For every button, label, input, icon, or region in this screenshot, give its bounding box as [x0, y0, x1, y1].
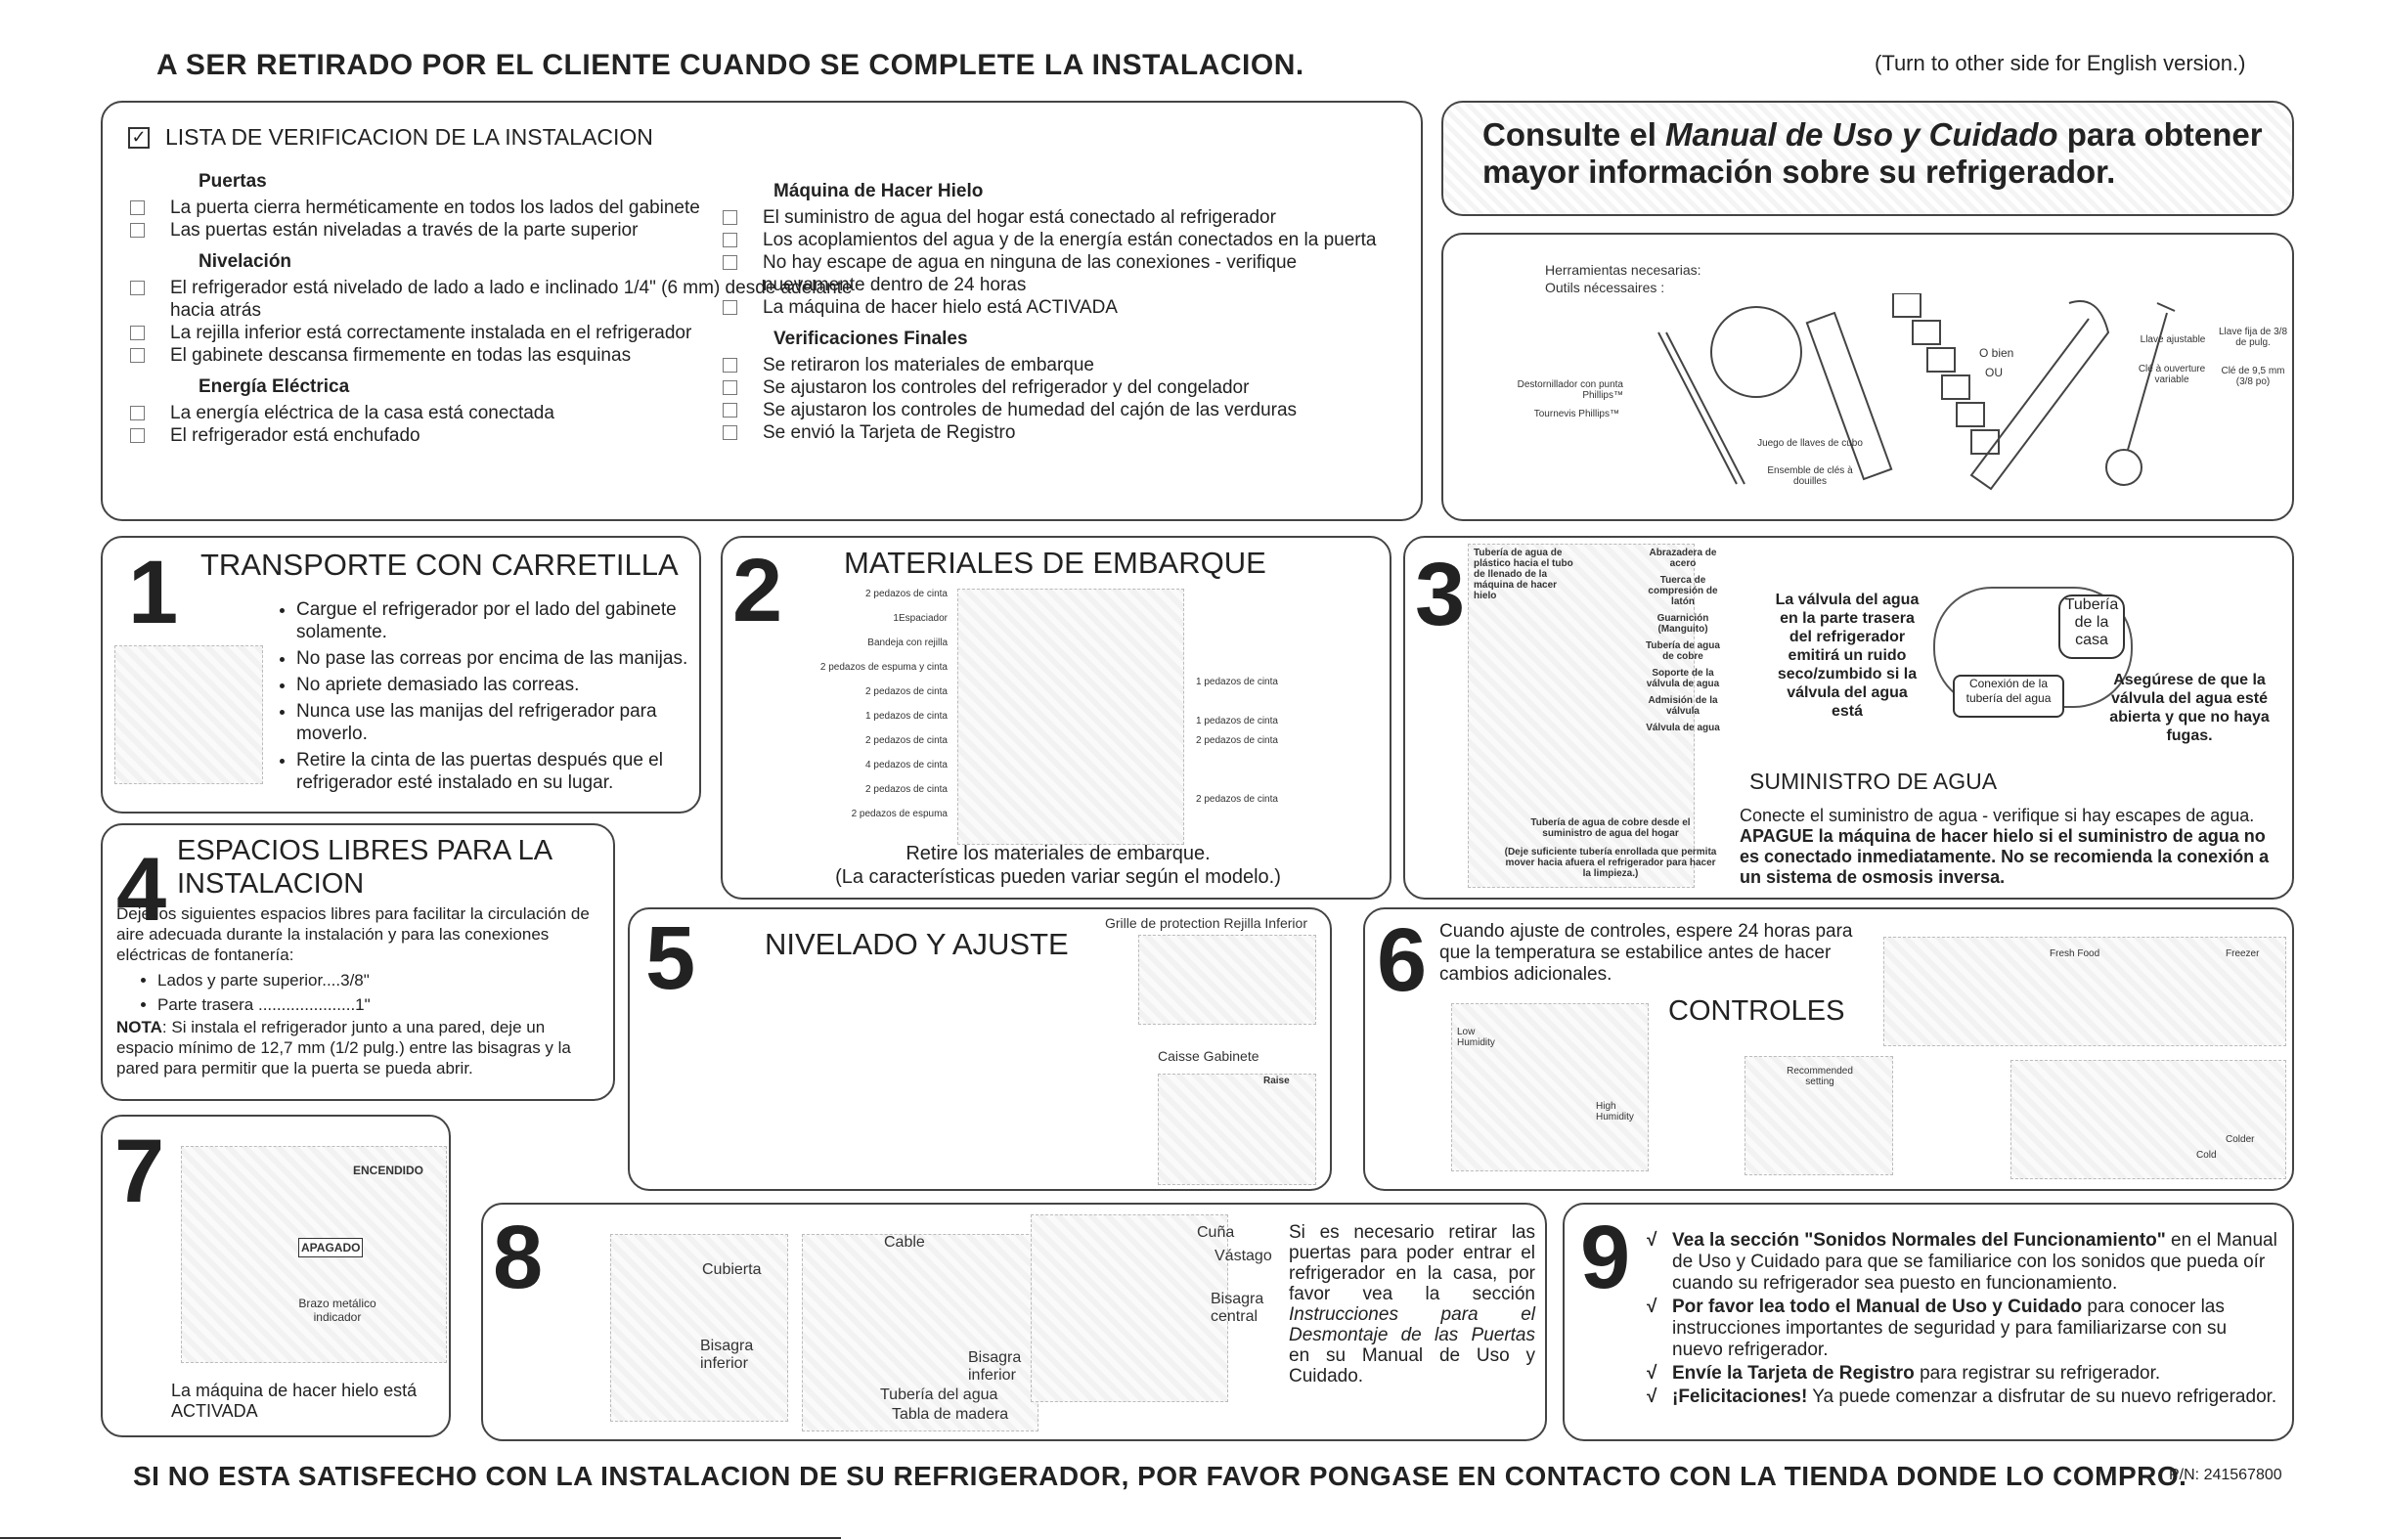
screwdriver-icon [1658, 307, 1801, 484]
checklist-item-text: La energía eléctrica de la casa está conectada [170, 403, 554, 423]
or-label: O bien [1979, 346, 2014, 360]
step2-caption-1: Retire los materiales de embarque. [905, 843, 1211, 864]
step4-title-line1: ESPACIOS LIBRES PARA LA [177, 835, 553, 866]
step1-bullet: • Retire la cinta de las puertas después que el refrigerador esté instalado en su lugar. [296, 749, 707, 794]
valve-callout: Admisión de la válvula [1648, 695, 1718, 717]
checklist-item-text: Se ajustaron los controles del refrigerador y del congelador [763, 377, 1250, 398]
bottom-rule [0, 1537, 841, 1539]
check-mark-icon: √ [1647, 1386, 1657, 1407]
checklist-item [723, 376, 1390, 399]
final-check-text: Envíe la Tarjeta de Registro para registrar su refrigerador. [1672, 1363, 2161, 1384]
checklist-right-column [763, 171, 1390, 444]
step1-bullets [271, 598, 707, 798]
step3-callouts [1644, 548, 1722, 739]
fixed-wrench-label-fr: Clé de 9,5 mm (3/8 po) [2221, 366, 2285, 387]
checklist-item-text: Se retiraron los materiales de embarque [763, 355, 1095, 375]
step9-list [1647, 1230, 2278, 1410]
checklist-item-text: El refrigerador está nivelado de lado a lado e inclinado 1/4" (6 mm) desde adelante hacia atrás [170, 278, 853, 321]
shipping-label: 1Espaciador [893, 613, 948, 624]
shipping-label: Bandeja con rejilla [867, 638, 948, 648]
fixed-wrench-label: Llave fija de 3/8 de pulg. [2218, 327, 2288, 348]
step9-number: 9 [1580, 1208, 1631, 1307]
checkbox[interactable] [723, 300, 737, 315]
checkbox[interactable] [130, 428, 145, 443]
final-check-item [1647, 1230, 2278, 1295]
footer-text: SI NO ESTA SATISFECHO CON LA INSTALACION DE SU REFRIGERADOR, POR FAVOR PONGASE EN CONTACTO CON LA TIENDA DONDE LO COMPRO. [133, 1461, 2187, 1491]
step5-number: 5 [645, 908, 696, 1008]
step4-title-line2: INSTALACION [177, 868, 365, 900]
shipping-label: 4 pedazos de cinta [865, 760, 948, 770]
step7-panel [101, 1115, 451, 1437]
valve-callout: Tuerca de compresión de latón [1648, 575, 1718, 607]
shipping-label: 2 pedazos de cinta [1196, 735, 1278, 746]
checkbox[interactable] [130, 223, 145, 238]
valve-callout: Abrazadera de acero [1649, 548, 1717, 569]
step1-bullet: • No apriete demasiado las correas. [296, 674, 707, 696]
step2-title: MATERIALES DE EMBARQUE [844, 546, 1266, 580]
freezer-label: Freezer [2226, 948, 2260, 959]
shipping-label: 2 pedazos de cinta [865, 589, 948, 599]
manual-note-panel [1441, 101, 2294, 216]
checklist-item-text: Se ajustaron los controles de humedad del cajón de las verduras [763, 400, 1298, 420]
step5-title: NIVELADO Y AJUSTE [765, 927, 1069, 961]
step6-panel [1363, 907, 2294, 1191]
clearance-item: • Parte trasera .....................1" [157, 994, 588, 1015]
checklist-item [723, 251, 1390, 296]
step5-panel [628, 907, 1332, 1191]
bottom-hinge-label: Bisagra inferior [700, 1338, 754, 1372]
final-check-item [1647, 1297, 2278, 1361]
tools-panel [1441, 233, 2294, 521]
right-heading: Máquina de Hacer Hielo [773, 181, 984, 201]
shipping-label: 2 pedazos de cinta [1196, 794, 1278, 805]
final-check-text: Vea la sección "Sonidos Normales del Funcionamiento" en el Manual de Uso y Cuidado para que se familiarice con los sonidos que pueda oír cuando su refrigerador sea puesto en funcionamiento. [1672, 1230, 2277, 1294]
callout-note: (Deje suficiente tubería enrollada que permita mover hacia afuera el refrigerador para hacer la limpieza.) [1504, 847, 1717, 879]
arm-label: Brazo metálico indicador [298, 1297, 376, 1324]
checkbox[interactable] [130, 281, 145, 295]
checklist-item [130, 322, 854, 344]
checklist-panel [101, 101, 1423, 521]
checklist-item [723, 399, 1390, 421]
control-panel-illustration-2 [2010, 1060, 2286, 1179]
low-humidity-label: Low Humidity [1457, 1027, 1495, 1048]
left-heading: Nivelación [199, 251, 292, 272]
screwdriver-label-fr: Tournevis Phillips™ [1533, 409, 1619, 419]
checkbox[interactable] [723, 380, 737, 395]
step1-bullet: • No pase las correas por encima de las manijas. [296, 647, 707, 670]
socket-set-icon [1807, 293, 1999, 479]
leveling-illustration [1158, 1074, 1316, 1185]
manual-note-text: Consulte el Manual de Uso y Cuidado para obtener mayor información sobre su refrigerador. [1482, 116, 2263, 190]
step1-panel [101, 536, 701, 814]
checklist-item-text: La rejilla inferior está correctamente instalada en el refrigerador [170, 323, 692, 343]
refrigerator-interior-illustration [957, 589, 1184, 845]
hinge-cover-illustration [610, 1234, 788, 1422]
valve-note: La válvula del agua en la parte trasera del refrigerador emitirá un ruido seco/zumbido si la válvula del agua está [1775, 592, 1920, 720]
right-heading: Verificaciones Finales [773, 329, 968, 349]
colder-label: Colder [2226, 1134, 2255, 1145]
checkbox[interactable] [130, 406, 145, 420]
checklist-item-text: Las puertas están niveladas a través de la parte superior [170, 220, 639, 241]
checklist-item-text: El refrigerador está enchufado [170, 425, 420, 446]
step7-number: 7 [114, 1122, 165, 1221]
shipping-label: 1 pedazos de cinta [865, 711, 948, 722]
left-heading: Puertas [199, 171, 267, 192]
hand-truck-illustration [114, 645, 263, 784]
checklist-title: LISTA DE VERIFICACION DE LA INSTALACION [165, 124, 653, 150]
check-mark-icon: √ [1647, 1363, 1657, 1384]
step1-title: TRANSPORTE CON CARRETILLA [200, 548, 679, 582]
socket-label: Juego de llaves de cubo [1757, 438, 1863, 449]
recommended-label: Recommended setting [1787, 1066, 1853, 1087]
shipping-label: 2 pedazos de espuma y cinta [819, 662, 948, 673]
center-hinge-label: Bisagra central [1211, 1291, 1264, 1325]
checkbox[interactable] [723, 425, 737, 440]
step9-panel [1563, 1203, 2294, 1441]
left-heading: Energía Eléctrica [199, 376, 350, 397]
fresh-food-label: Fresh Food [2050, 948, 2100, 959]
adjustable-wrench-label-fr: Clé à ouverture variable [2138, 364, 2206, 385]
stem-label: Vástago [1215, 1248, 1272, 1264]
final-check-text: Por favor lea todo el Manual de Uso y Cuidado para conocer las instrucciones importantes de seguridad y para familiarizarse con su nuevo refrigerador. [1672, 1297, 2228, 1360]
checkbox[interactable] [723, 210, 737, 225]
english-version-note: (Turn to other side for English version.) [1875, 51, 2246, 75]
checklist-item [723, 296, 1390, 319]
step8-panel [481, 1203, 1547, 1441]
checkbox[interactable] [130, 200, 145, 215]
checklist-item [723, 206, 1390, 229]
bottom-hinge-label-2: Bisagra inferior [968, 1349, 1022, 1384]
step1-bullet: • Nunca use las manijas del refrigerador para moverlo. [296, 700, 707, 745]
connection-label: Conexión de la tubería del agua [1953, 675, 2064, 718]
valve-callout: Soporte de la válvula de agua [1646, 668, 1720, 689]
checklist-item-text: La puerta cierra herméticamente en todos los lados del gabinete [170, 198, 700, 218]
tools-needed-es: Herramientas necesarias: [1545, 262, 1701, 278]
step4-number: 4 [116, 840, 167, 940]
part-number: P/N: 241567800 [2169, 1467, 2282, 1483]
shipping-label: 1 pedazos de cinta [1196, 716, 1278, 726]
clearance-item: • Lados y parte superior....3/8" [157, 970, 588, 990]
final-check-text: ¡Felicitaciones! Ya puede comenzar a disfrutar de su nuevo refrigerador. [1672, 1386, 2277, 1407]
tools-illustration [1541, 293, 2284, 508]
step2-left-labels [723, 589, 948, 833]
cable-label: Cable [884, 1234, 925, 1251]
center-hinge-illustration [1031, 1214, 1228, 1402]
checklist-item [723, 421, 1390, 444]
cabinet-label: Caisse Gabinete [1158, 1048, 1259, 1064]
adjustable-wrench-label: Llave ajustable [2140, 334, 2206, 345]
shipping-label: 2 pedazos de cinta [865, 686, 948, 697]
checklist-item-text: El gabinete descansa firmemente en todas las esquinas [170, 345, 632, 366]
check-mark-icon: √ [1647, 1297, 1657, 1317]
checkbox[interactable] [723, 233, 737, 247]
grille-illustration [1138, 935, 1316, 1025]
check-mark-icon: √ [1647, 1230, 1657, 1251]
tools-needed-fr: Outils nécessaires : [1545, 280, 1665, 295]
controls-title: CONTROLES [1668, 995, 1845, 1027]
ou-label: OU [1985, 366, 2003, 379]
valve-callout: Válvula de agua [1646, 723, 1720, 733]
raise-label: Raise [1263, 1076, 1290, 1086]
fixed-wrench-icon [2106, 303, 2175, 485]
screwdriver-label: Destornillador con punta Phillips™ [1517, 379, 1623, 401]
step8-text: Si es necesario retirar las puertas para poder entrar el refrigerador en la casa, por favor vea la sección Instrucciones para el Desmontaje de las Puertas en su Manual de Uso y Cuidado. [1289, 1222, 1535, 1386]
shipping-label: 2 pedazos de espuma [851, 809, 948, 819]
checklist-item-text: Los acoplamientos del agua y de la energía están conectados en la puerta [763, 230, 1377, 250]
wood-board-label: Tabla de madera [892, 1406, 1009, 1423]
checkbox[interactable] [723, 358, 737, 373]
step6-number: 6 [1377, 910, 1428, 1010]
checkbox[interactable] [130, 348, 145, 363]
shipping-label: 2 pedazos de cinta [865, 784, 948, 795]
checklist-item [723, 229, 1390, 251]
water-supply-text: Conecte el suministro de agua - verifique si hay escapes de agua. APAGUE la máquina de hacer hielo si el suministro de agua no es conectado inmediatamente. No se recomienda la conexión a un sistema de osmosis inversa. [1740, 806, 2270, 887]
step4-intro: Deje los siguientes espacios libres para facilitar la circulación de aire adecuada durante la instalación y para las conexiones eléctricas de fontanería: [116, 904, 590, 964]
ensure-note: Asegúrese de que la válvula del agua esté abierta y que no haya fugas. [2109, 672, 2270, 744]
step2-caption-2: (La características pueden variar según el modelo.) [835, 866, 1281, 888]
checklist-item-text: Se envió la Tarjeta de Registro [763, 422, 1016, 443]
step1-bullet: • Cargue el refrigerador por el lado del gabinete solamente. [296, 598, 707, 643]
checkbox-checked-icon: ✓ [128, 127, 150, 149]
shipping-label: 2 pedazos de cinta [865, 735, 948, 746]
step4-note: NOTA: Si instala el refrigerador junto a una pared, deje un espacio mínimo de 12,7 mm (1/2 pulg.) entre las bisagras y la pared para permitir que la puerta se pueda abrir. [116, 1018, 571, 1078]
valve-callout: Guarnición (Manguito) [1656, 613, 1709, 635]
step1-number: 1 [128, 543, 179, 642]
checkbox[interactable] [723, 255, 737, 270]
step4-panel [101, 823, 615, 1101]
checklist-item-text: La máquina de hacer hielo está ACTIVADA [763, 297, 1118, 318]
checklist-item-text: No hay escape de agua en ninguna de las conexiones - verifique nuevamente dentro de 24 horas [763, 252, 1298, 295]
step3-panel [1403, 536, 2294, 900]
final-check-item [1647, 1386, 2278, 1408]
house-tube-label: Tubería de la casa [2058, 594, 2125, 659]
step2-number: 2 [732, 541, 783, 640]
step7-caption: La máquina de hacer hielo está ACTIVADA [171, 1381, 418, 1421]
step3-number: 3 [1415, 545, 1466, 644]
cover-label: Cubierta [702, 1261, 762, 1278]
adjustable-wrench-icon [1971, 301, 2108, 489]
step8-number: 8 [493, 1208, 544, 1307]
checkbox[interactable] [723, 403, 737, 418]
callout-copper-tubing: Tubería de agua de cobre desde el suministro de agua del hogar [1530, 817, 1691, 839]
water-supply-title: SUMINISTRO DE AGUA [1749, 769, 1998, 794]
step6-text: Cuando ajuste de controles, espere 24 horas para que la temperatura se estabilice antes de hacer cambios adicionales. [1439, 921, 1853, 985]
on-label: ENCENDIDO [353, 1164, 424, 1177]
page-title: A SER RETIRADO POR EL CLIENTE CUANDO SE COMPLETE LA INSTALACION. [156, 49, 1304, 81]
cold-label: Cold [2196, 1150, 2217, 1161]
callout-plastic-tubing: Tubería de agua de plástico hacia el tubo de llenado de la máquina de hacer hielo [1474, 548, 1573, 601]
step4-list [132, 970, 588, 1019]
valve-callout: Tubería de agua de cobre [1646, 640, 1720, 662]
high-humidity-label: High Humidity [1596, 1101, 1634, 1122]
step2-panel [721, 536, 1391, 900]
wedge-label: Cuña [1197, 1224, 1235, 1241]
shipping-label: 1 pedazos de cinta [1196, 677, 1278, 687]
checkbox[interactable] [130, 326, 145, 340]
water-tube-label: Tubería del agua [880, 1386, 998, 1403]
checklist-item-text: El suministro de agua del hogar está conectado al refrigerador [763, 207, 1276, 228]
socket-label-fr: Ensemble de clés à douilles [1767, 465, 1853, 487]
grille-label: Grille de protection Rejilla Inferior [1105, 915, 1307, 931]
off-label: APAGADO [298, 1238, 363, 1257]
checklist-item [723, 354, 1390, 376]
final-check-item [1647, 1363, 2278, 1385]
